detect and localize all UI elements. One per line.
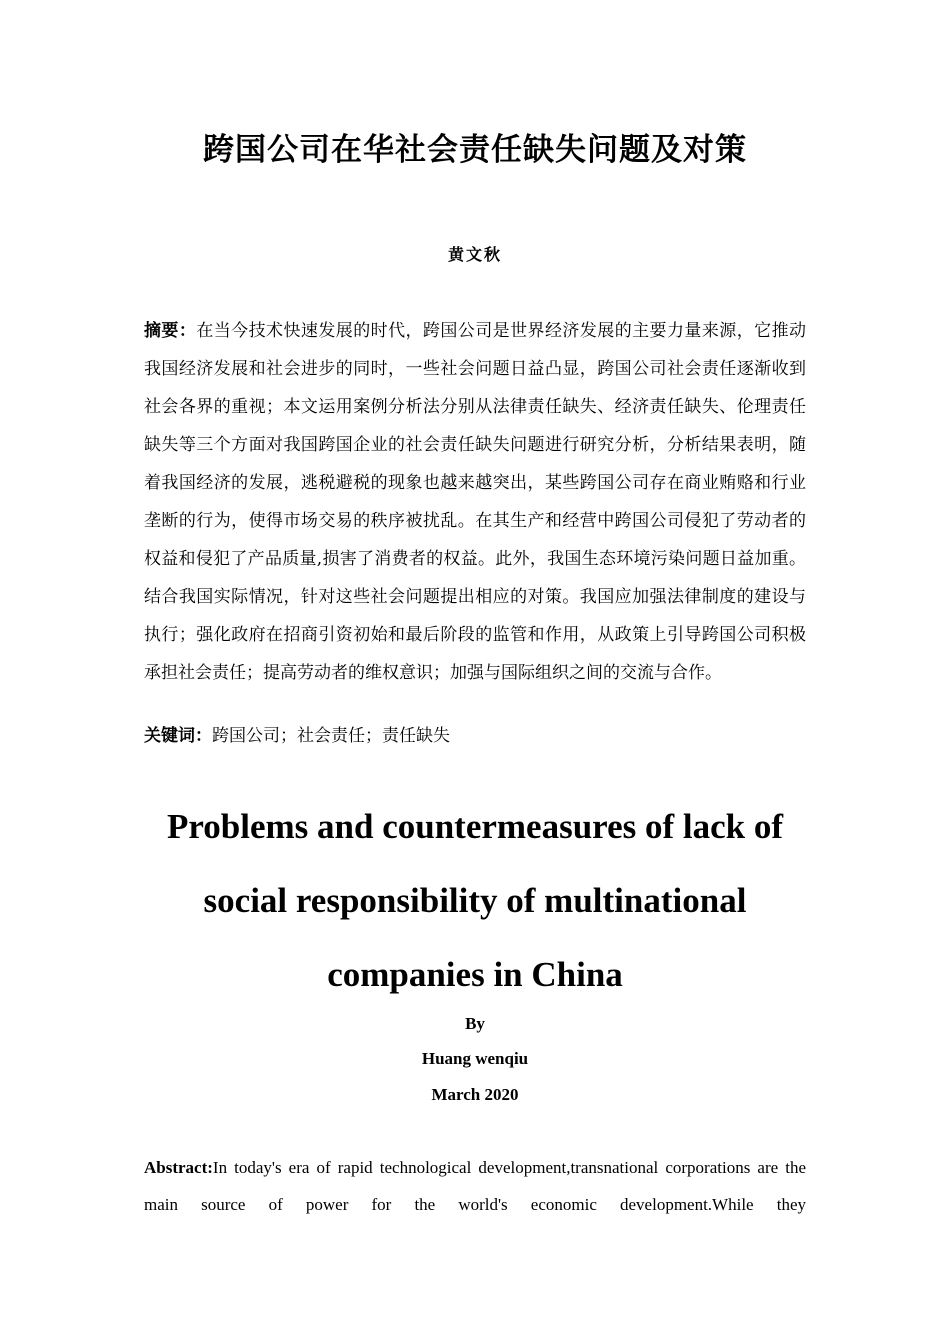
english-title-line: social responsibility of multinational: [203, 881, 747, 920]
chinese-keywords: [144, 719, 806, 753]
english-date: March 2020: [431, 1085, 519, 1104]
english-abstract: [144, 1149, 806, 1223]
english-abstract-text: In today's era of rapid technological development,transnational corporations are the main source of power for the world's economic development.While they: [144, 1158, 806, 1214]
english-title-line: companies in China: [327, 955, 623, 994]
chinese-abstract-label: 摘要：: [144, 321, 197, 341]
chinese-keywords-label: 关键词：: [144, 726, 212, 746]
english-by: By: [465, 1014, 485, 1033]
chinese-author: 黄文秋: [447, 245, 502, 264]
english-title: [80, 790, 870, 1012]
chinese-abstract: [144, 312, 806, 692]
english-title-line: Problems and countermeasures of lack of: [166, 807, 784, 846]
english-abstract-label: Abstract:: [144, 1158, 213, 1177]
chinese-keywords-text: 跨国公司；社会责任；责任缺失: [212, 726, 450, 746]
chinese-abstract-text: 在当今技术快速发展的时代，跨国公司是世界经济发展的主要力量来源，它推动我国经济发展和社会进步的同时，一些社会问题日益凸显，跨国公司社会责任逐渐收到社会各界的重视；本文运用案例分析法分别从法律责任缺失、经济责任缺失、伦理责任缺失等三个方面对我国跨国企业的社会责任缺失问题进行研究分析，分析结果表明，随着我国经济的发展，逃税避税的现象也越来越突出，某些跨国公司存在商业贿赂和行业垄断的行为，使得市场交易的秩序被扰乱。在其生产和经营中跨国公司侵犯了劳动者的权益和侵犯了产品质量,损害了消费者的权益。此外，我国生态环境污染问题日益加重。结合我国实际情况，针对这些社会问题提出相应的对策。我国应加强法律制度的建设与执行；强化政府在招商引资初始和最后阶段的监管和作用，从政策上引导跨国公司积极承担社会责任；提高劳动者的维权意识；加强与国际组织之间的交流与合作。: [144, 321, 807, 683]
english-author: Huang wenqiu: [421, 1049, 529, 1068]
chinese-title: 跨国公司在华社会责任缺失问题及对策: [203, 132, 747, 168]
